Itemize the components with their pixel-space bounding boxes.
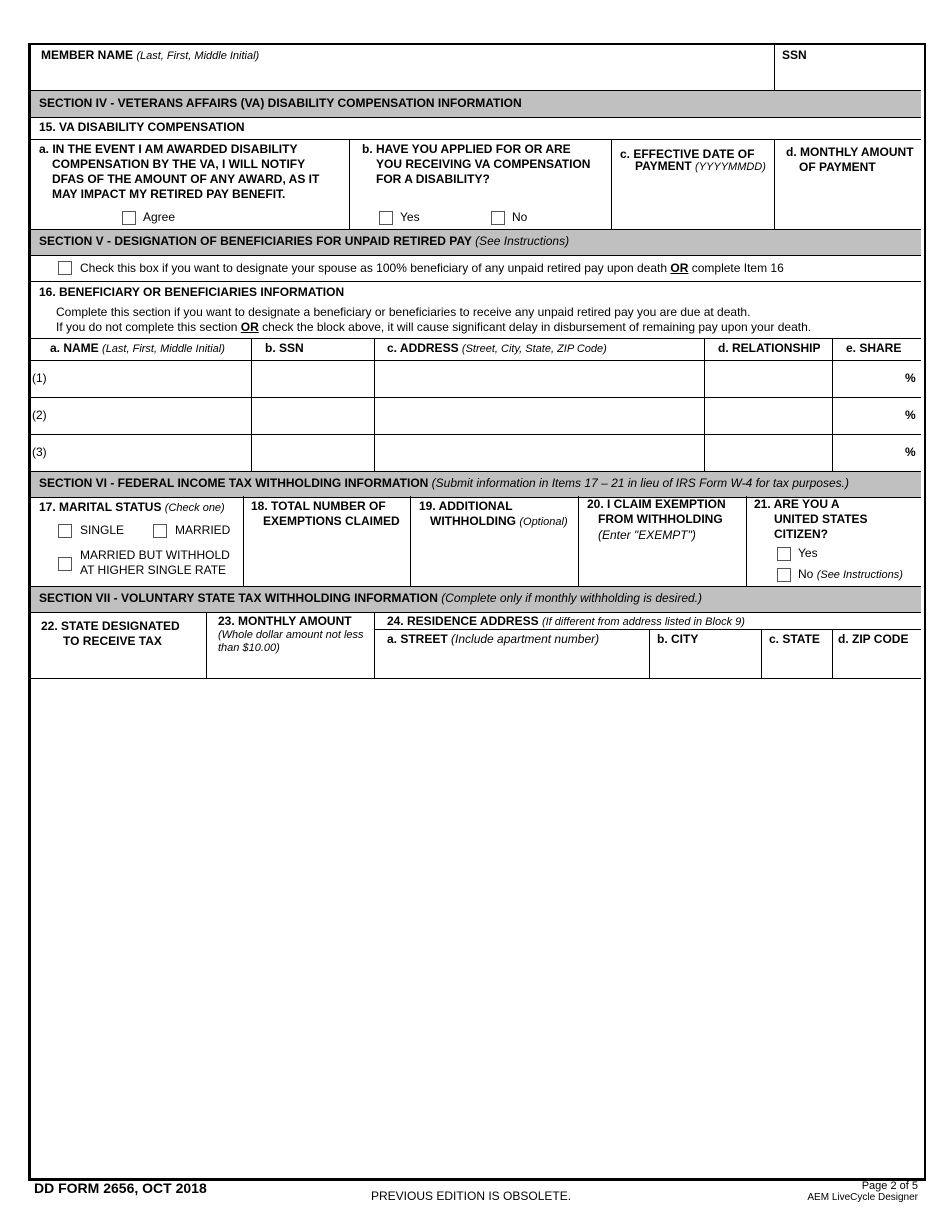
- va-no-checkbox[interactable]: [491, 211, 505, 225]
- divider: [31, 434, 921, 435]
- item-15-label: 15. VA DISABILITY COMPENSATION: [39, 120, 245, 134]
- page-number: Page 2 of 5: [861, 1180, 918, 1192]
- section-vii-title: SECTION VII - VOLUNTARY STATE TAX WITHHOLDING INFORMATION (Complete only if monthly withholding is desired.): [39, 591, 703, 605]
- monthly-amount-field[interactable]: [777, 178, 917, 226]
- row-number: (3): [32, 445, 47, 459]
- street-label: a. STREET (Include apartment number): [387, 632, 600, 646]
- married-higher-rate-line2: AT HIGHER SINGLE RATE: [80, 563, 227, 577]
- divider: [774, 44, 775, 90]
- item-15b-line3: FOR A DISABILITY?: [376, 172, 490, 186]
- ssn-label: SSN: [782, 48, 807, 62]
- divider: [243, 496, 244, 586]
- section-iv-title: SECTION IV - VETERANS AFFAIRS (VA) DISABILITY COMPENSATION INFORMATION: [39, 96, 522, 110]
- divider: [410, 496, 411, 586]
- item-15b-line2: YOU RECEIVING VA COMPENSATION: [376, 157, 591, 171]
- divider: [832, 629, 833, 678]
- item-19-line2: WITHHOLDING (Optional): [430, 514, 568, 528]
- divider: [746, 496, 747, 586]
- citizen-no-checkbox[interactable]: [777, 568, 791, 582]
- member-name-field[interactable]: [32, 62, 770, 88]
- ssn-field[interactable]: [777, 62, 917, 88]
- item-21-line1: 21. ARE YOU A: [754, 497, 840, 511]
- divider: [31, 338, 921, 339]
- form-id: DD FORM 2656, OCT 2018: [34, 1180, 207, 1196]
- item-16-instruction-2: If you do not complete this section OR check the block above, it will cause significant delay in disbursement of remaining pay upon your death.: [56, 320, 812, 334]
- effective-date-field[interactable]: [614, 178, 771, 226]
- divider: [374, 629, 921, 630]
- item-23-hint-1: (Whole dollar amount not less: [218, 629, 364, 641]
- item-20-hint: (Enter "EXEMPT"): [598, 528, 696, 542]
- col-share-header: e. SHARE: [846, 341, 902, 355]
- col-name-header: a. NAME (Last, First, Middle Initial): [50, 341, 225, 355]
- item-15c-line2: PAYMENT (YYYYMMDD): [635, 159, 766, 173]
- section-v-title: SECTION V - DESIGNATION OF BENEFICIARIES FOR UNPAID RETIRED PAY (See Instructions): [39, 234, 570, 248]
- divider: [761, 629, 762, 678]
- col-address-header: c. ADDRESS (Street, City, State, ZIP Code): [387, 341, 607, 355]
- state-label: c. STATE: [769, 632, 820, 646]
- exemption-field[interactable]: [581, 546, 743, 584]
- married-higher-rate-line1: MARRIED BUT WITHHOLD: [80, 548, 230, 562]
- obsolete-notice: PREVIOUS EDITION IS OBSOLETE.: [371, 1189, 572, 1203]
- item-16-label: 16. BENEFICIARY OR BENEFICIARIES INFORMATION: [39, 285, 345, 299]
- item-22-line2: TO RECEIVE TAX: [63, 634, 162, 648]
- percent-sign: %: [905, 371, 916, 385]
- item-15c-line1: c. EFFECTIVE DATE OF: [620, 147, 755, 161]
- item-19-line1: 19. ADDITIONAL: [419, 499, 513, 513]
- item-15b-line1: b. HAVE YOU APPLIED FOR OR ARE: [362, 142, 571, 156]
- agree-label: Agree: [143, 210, 176, 224]
- spouse-beneficiary-checkbox[interactable]: [58, 261, 72, 275]
- member-name-label: MEMBER NAME (Last, First, Middle Initial): [41, 48, 260, 62]
- item-17-label: 17. MARITAL STATUS (Check one): [39, 500, 225, 514]
- citizen-no-label: No (See Instructions): [798, 567, 903, 581]
- citizen-yes-checkbox[interactable]: [777, 547, 791, 561]
- divider: [611, 139, 612, 229]
- divider: [31, 678, 921, 679]
- item-16-instruction-1: Complete this section if you want to designate a beneficiary or beneficiaries to receive any unpaid retired pay you are due at death.: [56, 305, 751, 319]
- item-15a-line2: COMPENSATION BY THE VA, I WILL NOTIFY: [52, 157, 306, 171]
- va-yes-checkbox[interactable]: [379, 211, 393, 225]
- section-vi-title: SECTION VI - FEDERAL INCOME TAX WITHHOLDING INFORMATION (Submit information in Items 17 – 21 in lieu of IRS Form W-4 for tax purposes.): [39, 476, 849, 490]
- item-18-line1: 18. TOTAL NUMBER OF: [251, 499, 386, 513]
- col-relationship-header: d. RELATIONSHIP: [718, 341, 821, 355]
- divider: [251, 338, 252, 471]
- divider: [832, 338, 833, 471]
- divider: [578, 496, 579, 586]
- married-label: MARRIED: [175, 523, 231, 537]
- percent-sign: %: [905, 445, 916, 459]
- divider: [774, 139, 775, 229]
- col-ssn-header: b. SSN: [265, 341, 304, 355]
- item-18-line2: EXEMPTIONS CLAIMED: [263, 514, 400, 528]
- city-label: b. CITY: [657, 632, 699, 646]
- divider: [649, 629, 650, 678]
- divider: [704, 338, 705, 471]
- va-yes-label: Yes: [400, 210, 420, 224]
- divider: [31, 397, 921, 398]
- row-number: (1): [32, 371, 47, 385]
- additional-withholding-field[interactable]: [413, 532, 575, 584]
- divider: [374, 612, 375, 678]
- single-label: SINGLE: [80, 523, 125, 537]
- citizen-yes-label: Yes: [798, 546, 818, 560]
- item-22-line1: 22. STATE DESIGNATED: [41, 619, 180, 633]
- divider: [349, 139, 350, 229]
- item-24-label: 24. RESIDENCE ADDRESS (If different from address listed in Block 9): [387, 614, 745, 628]
- item-15a-line3: DFAS OF THE AMOUNT OF ANY AWARD, AS IT: [52, 172, 320, 186]
- divider: [206, 612, 207, 678]
- divider: [31, 139, 921, 140]
- zip-label: d. ZIP CODE: [838, 632, 909, 646]
- item-23-hint-2: than $10.00): [218, 642, 280, 654]
- divider: [31, 360, 921, 361]
- designer-credit: AEM LiveCycle Designer: [807, 1192, 918, 1203]
- item-20-line2: FROM WITHHOLDING: [598, 512, 723, 526]
- item-15d-line2: OF PAYMENT: [799, 160, 876, 174]
- item-15a-line4: MAY IMPACT MY RETIRED PAY BENEFIT.: [52, 187, 286, 201]
- spouse-beneficiary-label: Check this box if you want to designate your spouse as 100% beneficiary of any unpaid retired pay upon death OR complete Item 16: [80, 261, 784, 275]
- item-15d-line1: d. MONTHLY AMOUNT: [786, 145, 914, 159]
- percent-sign: %: [905, 408, 916, 422]
- single-checkbox[interactable]: [58, 524, 72, 538]
- item-21-line2: UNITED STATES: [774, 512, 868, 526]
- married-higher-rate-checkbox[interactable]: [58, 557, 72, 571]
- row-number: (2): [32, 408, 47, 422]
- item-15a-line1: a. IN THE EVENT I AM AWARDED DISABILITY: [39, 142, 298, 156]
- divider: [374, 338, 375, 471]
- item-23-label: 23. MONTHLY AMOUNT: [218, 614, 352, 628]
- item-20-line1: 20. I CLAIM EXEMPTION: [587, 497, 726, 511]
- item-21-line3: CITIZEN?: [774, 527, 828, 541]
- married-checkbox[interactable]: [153, 524, 167, 538]
- divider: [31, 281, 921, 282]
- exemptions-field[interactable]: [246, 532, 406, 584]
- agree-checkbox[interactable]: [122, 211, 136, 225]
- va-no-label: No: [512, 210, 528, 224]
